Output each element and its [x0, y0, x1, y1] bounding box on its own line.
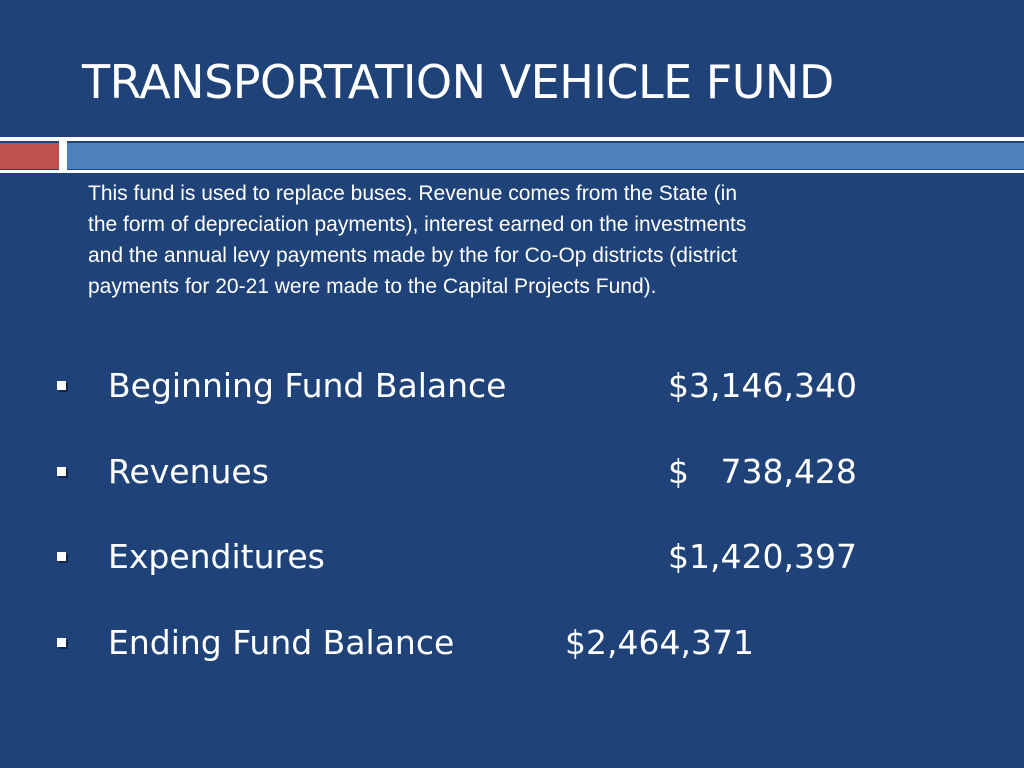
intro-line: This fund is used to replace buses. Revenue comes from the State (in [88, 182, 738, 205]
intro-line: and the annual levy payments made by the for Co-Op districts (district [88, 244, 737, 267]
square-bullet-icon [57, 467, 66, 476]
item-amount: $ 738,428 [668, 452, 857, 491]
item-label: Beginning Fund Balance [108, 366, 507, 405]
list-item-expenditures [0, 532, 1024, 582]
item-label: Expenditures [108, 537, 325, 576]
square-bullet-icon [57, 381, 66, 390]
item-amount: $2,464,371 [565, 623, 754, 662]
list-item-beginning-fund-balance [0, 361, 1024, 411]
square-bullet-icon [57, 638, 66, 647]
intro-line: payments for 20-21 were made to the Capital Projects Fund). [88, 275, 657, 298]
list-item-revenues [0, 447, 1024, 497]
list-item-ending-fund-balance [0, 618, 1024, 668]
item-label: Revenues [108, 452, 269, 491]
square-bullet-icon [57, 552, 66, 561]
item-amount: $1,420,397 [668, 537, 857, 576]
intro-line: the form of depreciation payments), interest earned on the investments [88, 213, 747, 236]
slide-title: TRANSPORTATION VEHICLE FUND [82, 55, 834, 109]
item-amount: $3,146,340 [668, 366, 857, 405]
item-label: Ending Fund Balance [108, 623, 455, 662]
